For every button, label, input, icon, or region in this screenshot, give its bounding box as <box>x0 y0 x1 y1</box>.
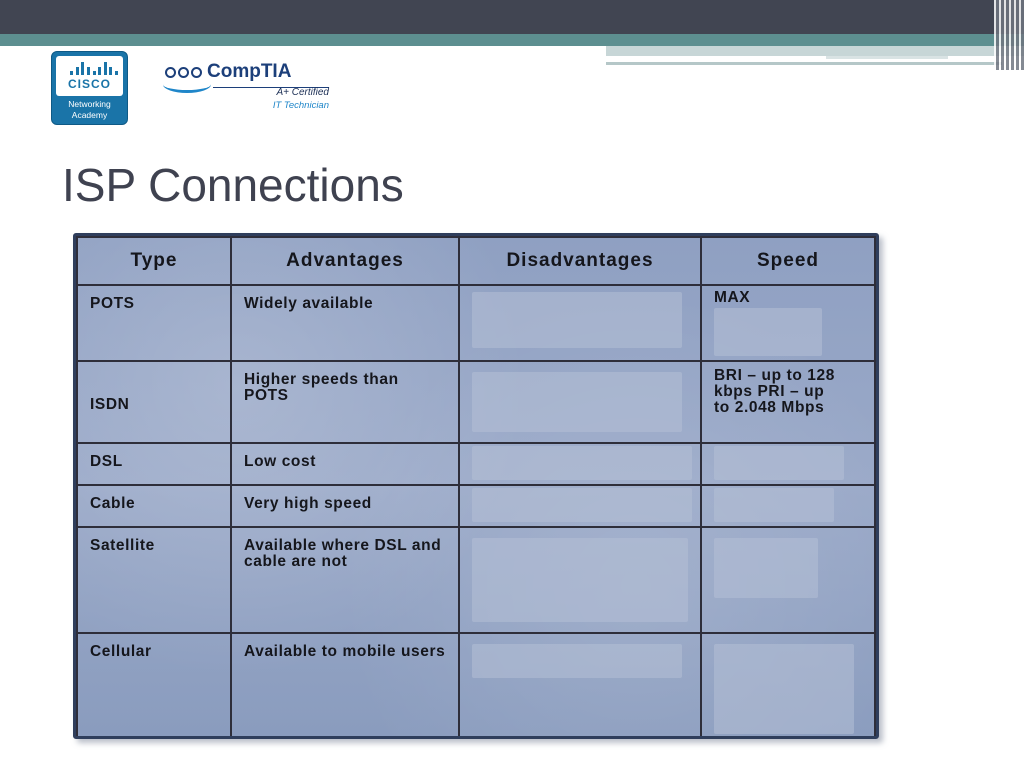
cell-disadvantages <box>459 527 701 633</box>
comptia-certified-label: A+ Certified <box>276 87 329 98</box>
corner-stripes <box>994 0 1024 70</box>
cell-type: Satellite <box>77 527 231 633</box>
header-speed: Speed <box>701 237 875 285</box>
cell-speed <box>701 443 875 485</box>
cell-advantages: Higher speeds than POTS <box>231 361 459 443</box>
cell-speed: BRI – up to 128 kbps PRI – up to 2.048 Mbps <box>701 361 875 443</box>
cell-disadvantages <box>459 443 701 485</box>
top-dark-bar <box>0 0 1024 34</box>
cell-type: POTS <box>77 285 231 361</box>
redacted-block <box>472 446 692 480</box>
cell-type: ISDN <box>77 361 231 443</box>
table <box>76 236 876 739</box>
cell-advantages: Widely available <box>231 285 459 361</box>
header-type: Type <box>77 237 231 285</box>
redacted-block <box>472 292 682 348</box>
table-row <box>77 527 875 633</box>
top-accent-line <box>826 56 948 59</box>
top-accent-bar <box>606 46 1024 56</box>
table-row <box>77 485 875 527</box>
cell-advantages: Low cost <box>231 443 459 485</box>
cell-disadvantages <box>459 633 701 739</box>
redacted-block <box>714 488 834 522</box>
cell-type: Cable <box>77 485 231 527</box>
comptia-logo <box>163 60 333 112</box>
cisco-logo-top <box>56 56 123 96</box>
cell-type: DSL <box>77 443 231 485</box>
cell-speed <box>701 485 875 527</box>
redacted-block <box>714 308 822 356</box>
cell-speed <box>701 527 875 633</box>
cell-disadvantages <box>459 285 701 361</box>
redacted-block <box>472 488 692 522</box>
redacted-block <box>472 644 682 678</box>
cisco-subtitle-line1: Networking <box>68 99 111 109</box>
table-row <box>77 285 875 361</box>
table-row <box>77 633 875 739</box>
cell-speed <box>701 285 875 361</box>
cisco-subtitle-line2: Academy <box>71 110 108 120</box>
redacted-block <box>472 538 688 622</box>
table-row <box>77 443 875 485</box>
cell-speed-text: MAX <box>714 289 751 306</box>
top-teal-bar <box>0 34 1024 46</box>
table-header-row <box>77 237 875 285</box>
comptia-technician-label: IT Technician <box>272 100 329 111</box>
cisco-bars-icon <box>70 61 118 75</box>
cell-advantages: Available where DSL and cable are not <box>231 527 459 633</box>
slide-title: ISP Connections <box>62 159 404 211</box>
cell-advantages: Available to mobile users <box>231 633 459 739</box>
cell-speed <box>701 633 875 739</box>
redacted-block <box>714 538 818 598</box>
cell-disadvantages <box>459 361 701 443</box>
cell-advantages: Very high speed <box>231 485 459 527</box>
redacted-block <box>714 446 844 480</box>
comptia-wordmark: CompTIA <box>207 61 292 82</box>
redacted-block <box>714 644 854 734</box>
cell-disadvantages <box>459 485 701 527</box>
redacted-block <box>472 372 682 432</box>
cisco-subtitle <box>52 99 127 121</box>
header-advantages: Advantages <box>231 237 459 285</box>
header-disadvantages: Disadvantages <box>459 237 701 285</box>
table-row <box>77 361 875 443</box>
cisco-wordmark: CISCO <box>67 77 111 91</box>
isp-connections-table <box>73 233 879 739</box>
cisco-networking-academy-logo <box>51 51 128 125</box>
top-accent-line-lower <box>606 62 1002 65</box>
cell-type: Cellular <box>77 633 231 739</box>
comptia-swoosh-icon <box>163 76 211 93</box>
